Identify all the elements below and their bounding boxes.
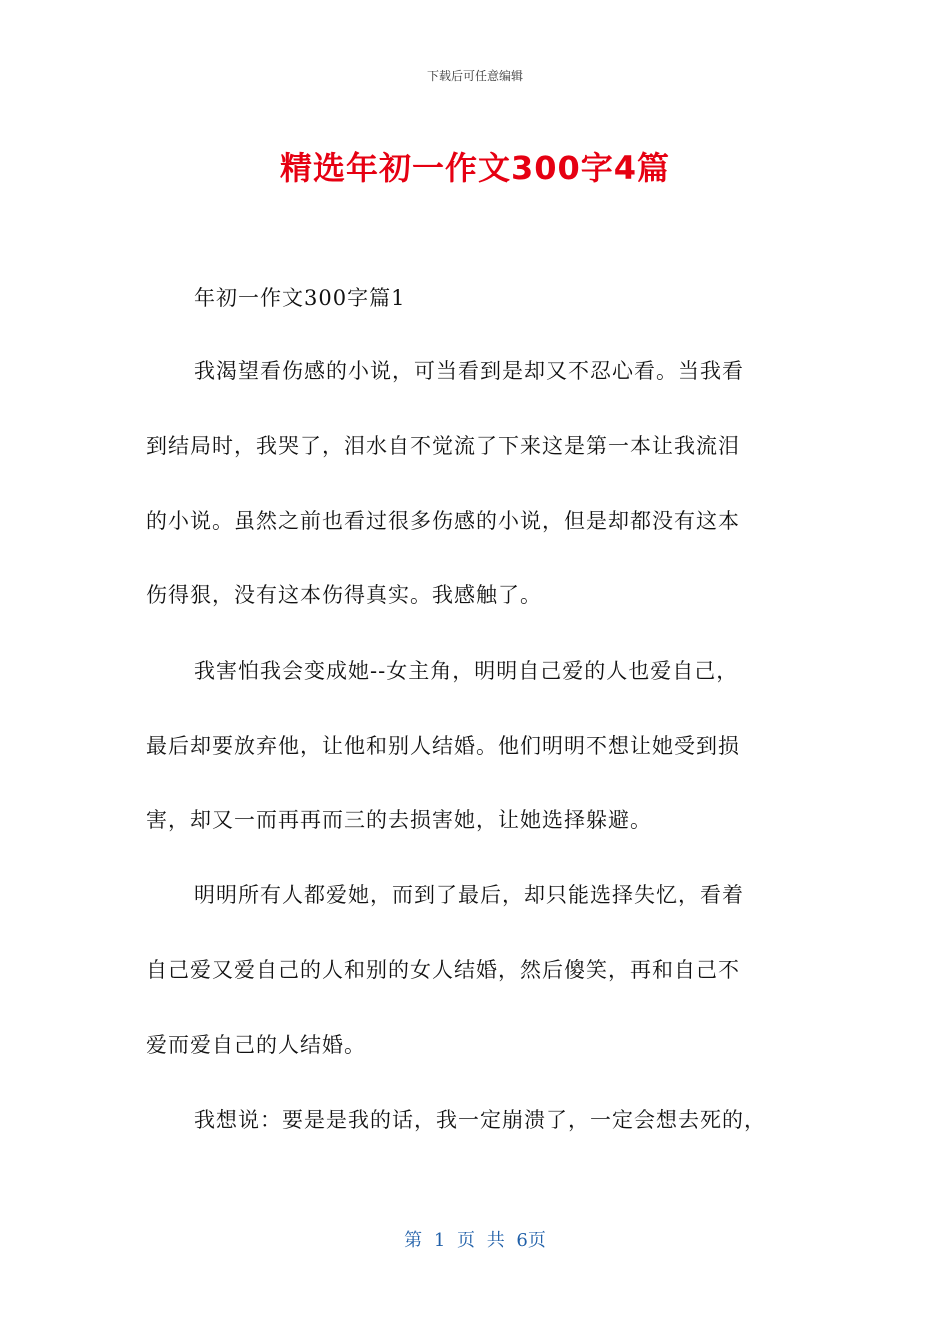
page-footer: 第 1 页 共 6页 <box>404 1230 546 1251</box>
paragraph-line: 自己爱又爱自己的人和别的女人结婚，然后傻笑，再和自己不 <box>146 958 740 982</box>
paragraph-line: 伤得狠，没有这本伤得真实。我感触了。 <box>146 583 542 607</box>
paragraph-line: 我害怕我会变成她--女主角，明明自己爱的人也爱自己， <box>194 659 739 683</box>
paragraph-line: 爱而爱自己的人结婚。 <box>146 1033 366 1057</box>
document-title: 精选年初一作文300字4篇 <box>279 149 671 187</box>
paragraph-line: 我渴望看伤感的小说，可当看到是却又不忍心看。当我看 <box>194 359 744 383</box>
paragraph-line: 到结局时，我哭了，泪水自不觉流了下来这是第一本让我流泪 <box>146 434 740 458</box>
header-note: 下载后可任意编辑 <box>426 69 523 83</box>
section-heading: 年初一作文300字篇1 <box>194 286 406 310</box>
paragraph-line: 最后却要放弃他，让他和别人结婚。他们明明不想让她受到损 <box>146 734 740 758</box>
paragraph-line: 明明所有人都爱她，而到了最后，却只能选择失忆，看着 <box>194 883 744 907</box>
paragraph-line: 的小说。虽然之前也看过很多伤感的小说，但是却都没有这本 <box>146 509 740 533</box>
paragraph-line: 害，却又一而再再而三的去损害她，让她选择躲避。 <box>146 808 652 832</box>
paragraph-line: 我想说：要是是我的话，我一定崩溃了，一定会想去死的， <box>194 1108 766 1132</box>
